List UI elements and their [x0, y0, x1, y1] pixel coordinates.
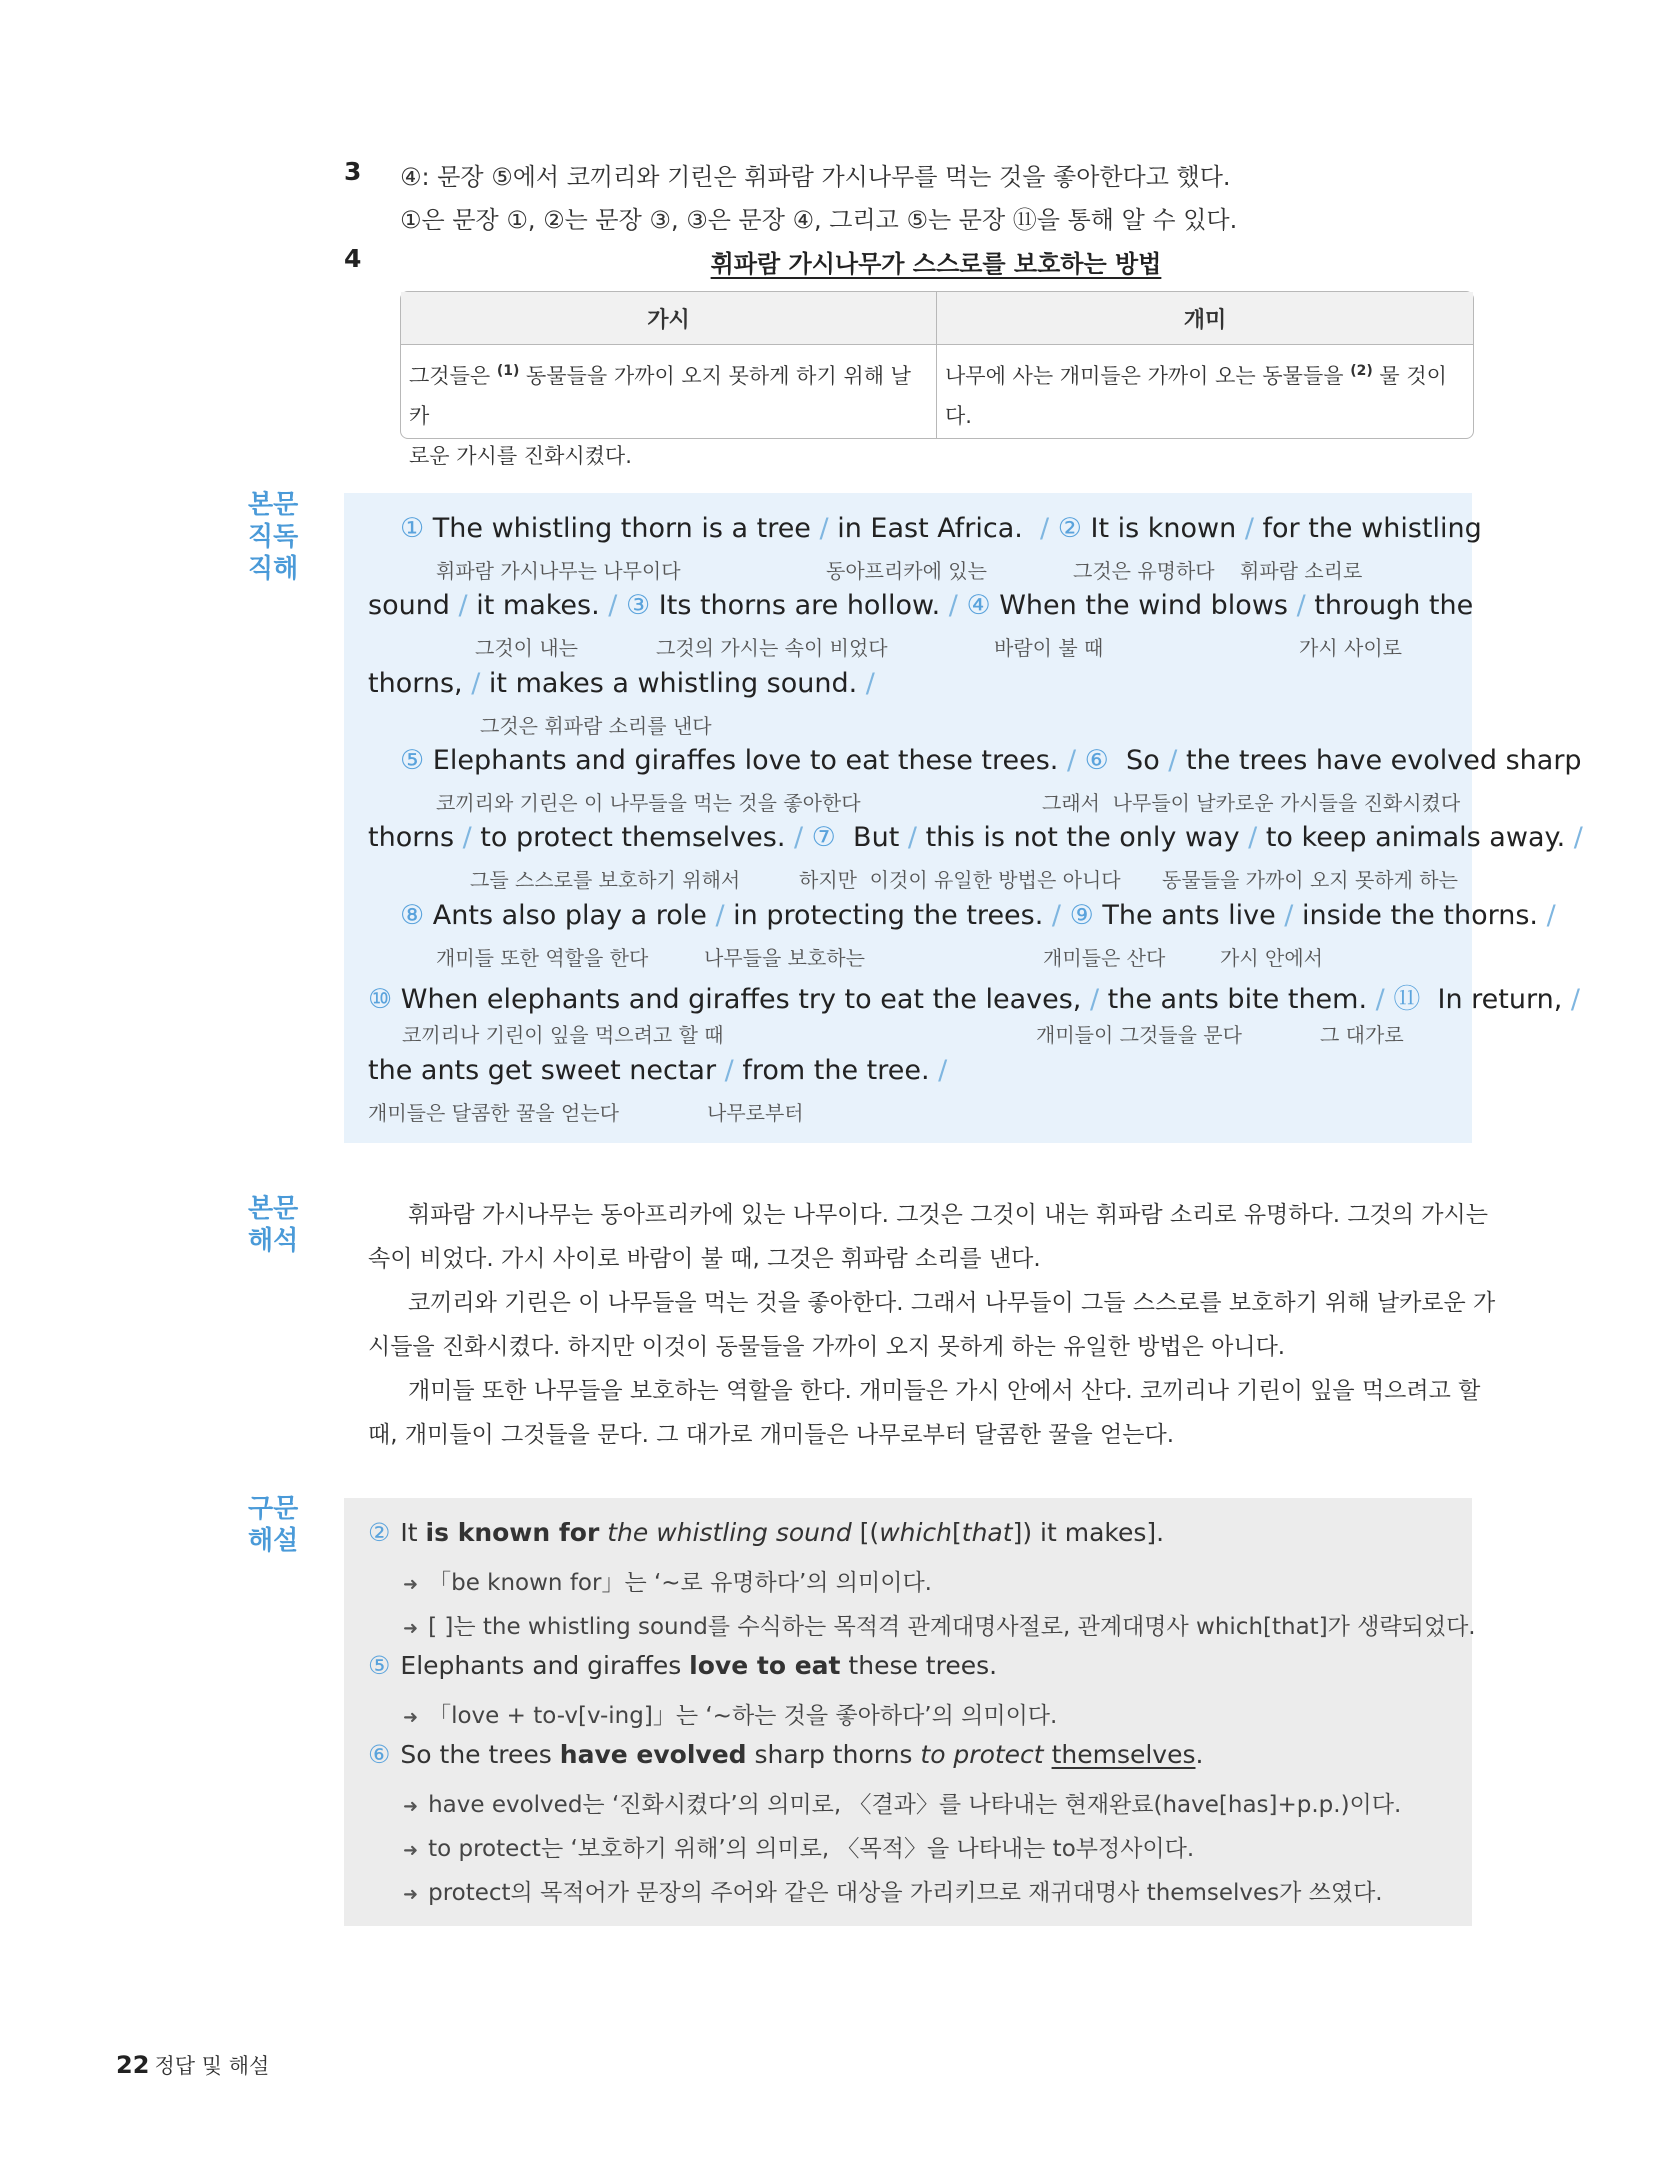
reading-korean-gloss: 휘파람 소리로 — [1240, 559, 1363, 583]
grammar-note — [403, 1608, 1476, 1641]
answer-table — [400, 291, 1474, 468]
chunk-divider: / — [865, 668, 875, 699]
reading-korean-gloss: 그것이 내는 — [475, 636, 578, 660]
text: So the trees — [400, 1740, 560, 1769]
table-cell-ants — [937, 345, 1473, 438]
sentence-number: ② — [1049, 513, 1082, 544]
table-cell-thorns — [401, 345, 937, 468]
circle-number: ② — [368, 1518, 391, 1547]
sentence-number: ③ — [617, 590, 651, 621]
grammar-note — [403, 1874, 1383, 1907]
chunk-divider: / — [1040, 513, 1050, 544]
cell-text: 물 것이다. — [945, 364, 1447, 428]
chunk-divider: / — [1570, 984, 1580, 1015]
english-chunk: Its thorns are hollow. — [650, 590, 949, 621]
sentence-number: ⑨ — [1061, 900, 1094, 931]
chunk-divider: / — [819, 513, 829, 544]
table-header-ants: 개미 — [937, 292, 1473, 345]
label-line: 직독 — [248, 522, 299, 552]
sentence-number: ⑩ — [368, 984, 393, 1015]
text: . — [1195, 1740, 1204, 1769]
chunk-divider: / — [715, 900, 725, 931]
english-chunk: The whistling thorn is a tree — [424, 513, 820, 544]
italic-text: the whistling sound — [607, 1518, 852, 1547]
translation-p2-line1: 코끼리와 기린은 이 나무들을 먹는 것을 좋아한다. 그래서 나무들이 그들 스스로를 보호하기 위해 날카로운 가 — [408, 1290, 1496, 1316]
italic-text: that — [961, 1518, 1013, 1547]
page-footer-label: 정답 및 해설 — [154, 2054, 270, 2078]
bold-text: have evolved — [559, 1740, 747, 1769]
sentence-number: ⑪ — [1384, 984, 1421, 1015]
grammar-note — [403, 1697, 1057, 1730]
grammar-note — [403, 1830, 1194, 1863]
bold-text: is known for — [425, 1518, 600, 1547]
translation-p2-line2: 시들을 진화시켰다. 하지만 이것이 동물들을 가까이 오지 못하게 하는 유일한 방법은 아니다. — [368, 1334, 1286, 1360]
reading-korean-gloss: 그것은 유명하다 — [1073, 559, 1215, 583]
reading-english-line — [400, 513, 1482, 544]
label-line: 해석 — [248, 1226, 299, 1256]
translation-p3-line2: 때, 개미들이 그것들을 문다. 그 대가로 개미들은 나무로부터 달콤한 꿀을 얻는다. — [368, 1422, 1175, 1448]
reading-korean-gloss: 코끼리와 기린은 이 나무들을 먹는 것을 좋아한다 — [436, 791, 861, 815]
english-chunk: When the wind blows — [990, 590, 1297, 621]
reading-korean-gloss: 개미들이 그것들을 문다 — [1036, 1023, 1242, 1047]
sentence-number: ⑦ — [803, 822, 836, 853]
note-text: have evolved는 ‘진화시켰다’의 의미로, 〈결과〉를 나타내는 현재완료(have[has]+p.p.)이다. — [428, 1792, 1402, 1818]
table-header-thorns: 가시 — [401, 292, 937, 345]
chunk-divider: / — [1066, 745, 1077, 776]
reading-korean-gloss: 그것의 가시는 속이 비었다 — [656, 636, 888, 660]
note-text: [ ]는 the whistling sound를 수식하는 목적격 관계대명사절로, 관계대명사 which[that]가 생략되었다. — [428, 1614, 1476, 1640]
english-chunk: the trees have evolved sharp — [1177, 745, 1582, 776]
answer-table-title: 휘파람 가시나무가 스스로를 보호하는 방법 — [710, 250, 1162, 278]
english-chunk: When elephants and giraffes try to eat the leaves, — [392, 984, 1090, 1015]
english-chunk: through the — [1305, 590, 1474, 621]
chunk-divider: / — [948, 590, 958, 621]
question-number-4: 4 — [344, 244, 362, 273]
text: [ — [952, 1518, 962, 1547]
label-grammar — [248, 1493, 300, 1557]
english-chunk: thorns, — [368, 668, 472, 699]
chunk-divider: / — [724, 1055, 734, 1086]
english-chunk: to keep animals away. — [1257, 822, 1574, 853]
chunk-divider: / — [1244, 513, 1254, 544]
label-translation — [248, 1193, 300, 1257]
chunk-divider: / — [1546, 900, 1556, 931]
label-line: 구문 — [248, 1494, 299, 1524]
italic-text: which — [879, 1518, 953, 1547]
reading-korean-gloss: 나무들을 보호하는 — [704, 946, 865, 970]
sentence-number: ④ — [957, 590, 991, 621]
reading-korean-gloss: 가시 사이로 — [1299, 636, 1402, 660]
label-reading — [248, 489, 300, 585]
label-line: 본문 — [248, 490, 299, 520]
cell-text: 동물들을 가까이 오지 못하게 하기 위해 날카 — [409, 364, 911, 428]
translation-p1-line1: 휘파람 가시나무는 동아프리카에 있는 나무이다. 그것은 그것이 내는 휘파람 소리로 유명하다. 그것의 가시는 — [408, 1202, 1488, 1228]
reading-korean-gloss: 코끼리나 기린이 잎을 먹으려고 할 때 — [402, 1023, 724, 1047]
reading-english-line — [368, 822, 1583, 853]
reading-korean-gloss: 개미들은 산다 — [1043, 946, 1166, 970]
reading-korean-gloss: 나무로부터 — [707, 1101, 804, 1125]
english-chunk: The ants live — [1093, 900, 1285, 931]
answer-3-line1: ④: 문장 ⑤에서 코끼리와 기린은 휘파람 가시나무를 먹는 것을 좋아한다고 했다. — [400, 163, 1231, 191]
grammar-sentence-5 — [368, 1651, 997, 1680]
text: ]) it makes]. — [1012, 1518, 1165, 1547]
english-chunk: this is not the only way — [916, 822, 1249, 853]
translation-p3-line1: 개미들 또한 나무들을 보호하는 역할을 한다. 개미들은 가시 안에서 산다. 코끼리나 기린이 잎을 먹으려고 할 — [408, 1378, 1481, 1404]
sentence-number: ⑥ — [1076, 745, 1109, 776]
chunk-divider: / — [1284, 900, 1294, 931]
english-chunk: So — [1108, 745, 1169, 776]
english-chunk: in East Africa. — [828, 513, 1040, 544]
reading-english-line — [400, 900, 1556, 931]
chunk-divider: / — [471, 668, 481, 699]
reading-korean-gloss: 개미들은 달콤한 꿀을 얻는다 — [368, 1101, 619, 1125]
label-line: 해설 — [248, 1526, 299, 1556]
arrow-icon: ➜ — [403, 1796, 419, 1817]
reading-korean-gloss: 가시 안에서 — [1220, 946, 1323, 970]
italic-text: to protect — [920, 1740, 1044, 1769]
arrow-icon: ➜ — [403, 1707, 419, 1728]
bold-text: love to eat — [689, 1651, 841, 1680]
reading-english-line — [400, 745, 1582, 776]
grammar-note — [403, 1786, 1401, 1819]
english-chunk: it makes a whistling sound. — [480, 668, 866, 699]
english-chunk: it makes. — [467, 590, 609, 621]
english-chunk: It is known — [1081, 513, 1245, 544]
text: [( — [851, 1518, 880, 1547]
english-chunk: for the whistling — [1253, 513, 1482, 544]
chunk-divider: / — [1248, 822, 1258, 853]
arrow-icon: ➜ — [403, 1884, 419, 1905]
english-chunk: the ants bite them. — [1099, 984, 1376, 1015]
text — [1044, 1740, 1052, 1769]
chunk-divider: / — [458, 590, 468, 621]
chunk-divider: / — [608, 590, 618, 621]
grammar-note — [403, 1564, 932, 1597]
circle-number: ⑥ — [368, 1740, 391, 1769]
english-chunk: the ants get sweet nectar — [368, 1055, 725, 1086]
chunk-divider: / — [1089, 984, 1100, 1015]
english-chunk: But — [835, 822, 908, 853]
reading-korean-gloss: 동물들을 가까이 오지 못하게 하는 — [1162, 868, 1458, 892]
text: these trees. — [840, 1651, 998, 1680]
reading-english-line — [368, 977, 1580, 1016]
label-line: 직해 — [248, 554, 299, 584]
note-text: 「love + to-v[v-ing]」는 ‘~하는 것을 좋아하다’의 의미이다. — [428, 1703, 1058, 1729]
english-chunk: In return, — [1420, 984, 1571, 1015]
cell-text: 그것들은 — [409, 364, 497, 388]
reading-english-line — [368, 668, 875, 699]
grammar-sentence-2 — [368, 1518, 1164, 1547]
chunk-divider: / — [938, 1055, 948, 1086]
english-chunk: in protecting the trees. — [724, 900, 1052, 931]
chunk-divider: / — [1573, 822, 1583, 853]
english-chunk: sound — [368, 590, 459, 621]
english-chunk: Elephants and giraffes love to eat these trees. — [424, 745, 1067, 776]
note-text: protect의 목적어가 문장의 주어와 같은 대상을 가리키므로 재귀대명사 themselves가 쓰였다. — [428, 1880, 1383, 1906]
reading-korean-gloss: 휘파람 가시나무는 나무이다 — [436, 559, 681, 583]
reading-korean-gloss: 그들 스스로를 보호하기 위해서 — [470, 868, 741, 892]
underlined-text: themselves — [1051, 1740, 1196, 1769]
arrow-icon: ➜ — [403, 1574, 419, 1595]
sentence-number: ⑧ — [400, 900, 425, 931]
arrow-icon: ➜ — [403, 1840, 419, 1861]
chunk-divider: / — [1375, 984, 1385, 1015]
chunk-divider: / — [462, 822, 472, 853]
label-line: 본문 — [248, 1194, 299, 1224]
text: It — [400, 1518, 426, 1547]
sentence-number: ⑤ — [400, 745, 425, 776]
reading-korean-gloss: 그 대가로 — [1320, 1023, 1404, 1047]
text: Elephants and giraffes — [400, 1651, 690, 1680]
chunk-divider: / — [1168, 745, 1178, 776]
grammar-sentence-6 — [368, 1740, 1203, 1769]
sentence-number: ① — [400, 513, 425, 544]
note-text: 「be known for」는 ‘~로 유명하다’의 의미이다. — [428, 1570, 932, 1596]
translation-p1-line2: 속이 비었다. 가시 사이로 바람이 불 때, 그것은 휘파람 소리를 낸다. — [368, 1246, 1041, 1272]
reading-korean-gloss: 그래서 나무들이 날카로운 가시들을 진화시켰다 — [1042, 791, 1461, 815]
blank-marker-1: (1) — [496, 363, 520, 379]
chunk-divider: / — [793, 822, 804, 853]
chunk-divider: / — [1296, 590, 1306, 621]
cell-text: 로운 가시를 진화시켰다. — [409, 444, 632, 468]
reading-korean-gloss: 개미들 또한 역할을 한다 — [436, 946, 649, 970]
reading-korean-gloss: 그것은 휘파람 소리를 낸다 — [480, 714, 712, 738]
chunk-divider: / — [907, 822, 917, 853]
reading-korean-gloss: 동아프리카에 있는 — [826, 559, 987, 583]
reading-korean-gloss: 바람이 불 때 — [994, 636, 1104, 660]
english-chunk: Ants also play a role — [424, 900, 716, 931]
answer-3-line2: ①은 문장 ①, ②는 문장 ③, ③은 문장 ④, 그리고 ⑤는 문장 ⑪을 통해 알 수 있다. — [400, 206, 1238, 234]
reading-korean-gloss: 하지만 이것이 유일한 방법은 아니다 — [799, 868, 1121, 892]
text: sharp thorns — [746, 1740, 921, 1769]
english-chunk: to protect themselves. — [471, 822, 794, 853]
note-text: to protect는 ‘보호하기 위해’의 의미로, 〈목적〉을 나타내는 to부정사이다. — [428, 1836, 1195, 1862]
reading-english-line — [368, 1055, 947, 1086]
english-chunk: thorns — [368, 822, 463, 853]
question-number-3: 3 — [344, 157, 362, 186]
page-footer — [116, 2050, 269, 2080]
reading-english-line — [368, 590, 1473, 621]
cell-text: 나무에 사는 개미들은 가까이 오는 동물들을 — [945, 364, 1351, 388]
blank-marker-2: (2) — [1350, 363, 1373, 379]
arrow-icon: ➜ — [403, 1618, 419, 1639]
english-chunk: inside the thorns. — [1293, 900, 1547, 931]
page-number: 22 — [116, 2051, 150, 2079]
chunk-divider: / — [1051, 900, 1062, 931]
circle-number: ⑤ — [368, 1651, 391, 1680]
english-chunk: from the tree. — [733, 1055, 939, 1086]
